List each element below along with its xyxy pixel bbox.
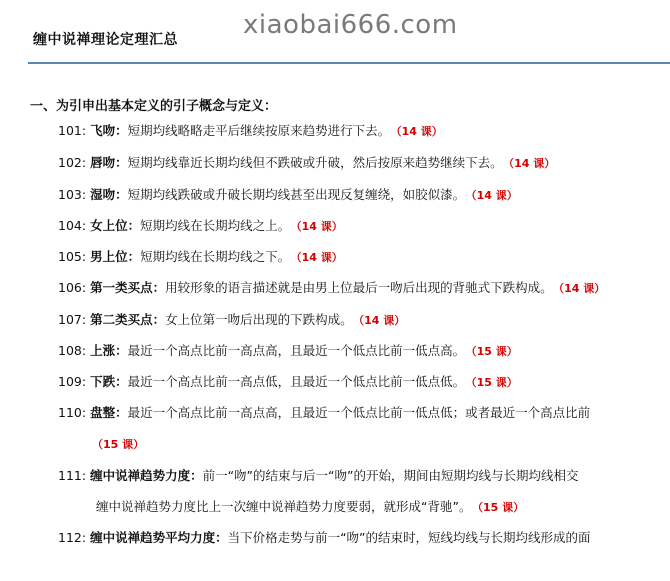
item-text: 短期均线在长期均线之下。: [140, 249, 291, 264]
list-item: [58, 312, 405, 329]
item-term: 男上位：: [90, 249, 141, 264]
item-term: 唇吻：: [90, 155, 128, 170]
item-number: 108:: [58, 343, 87, 358]
list-item: [58, 187, 518, 204]
item-text: 短期均线在长期均线之上。: [140, 218, 291, 233]
item-reference: （14 课）: [296, 220, 343, 233]
list-item: [58, 280, 605, 297]
item-number: 106:: [58, 280, 87, 295]
title-divider: [28, 62, 670, 64]
item-reference: （14 课）: [508, 157, 556, 170]
item-text: 最近一个高点比前一高点高，且最近一个低点比前一低点低；或者最近一个高点比前: [127, 405, 591, 420]
item-term: 第一类买点：: [90, 280, 166, 295]
item-term: 盘整：: [90, 405, 128, 420]
item-number: 109:: [58, 374, 87, 389]
list-item: [58, 218, 343, 235]
item-term: 缠中说禅趋势力度：: [90, 468, 203, 483]
item-text: 最近一个高点比前一高点高，且最近一个低点比前一低点高。: [127, 343, 466, 358]
item-reference: （14 课）: [358, 314, 406, 327]
item-term: 湿吻：: [90, 187, 128, 202]
item-term: 女上位：: [90, 218, 141, 233]
item-reference: （14 课）: [558, 282, 606, 295]
item-reference: （14 课）: [396, 125, 443, 138]
list-item: [58, 468, 578, 484]
item-number: 102:: [58, 155, 87, 170]
list-item: [58, 405, 590, 421]
item-reference: （15 课）: [477, 501, 525, 514]
item-number: 112:: [58, 530, 87, 545]
item-reference: （15 课）: [471, 376, 518, 389]
item-number: 105:: [58, 249, 87, 264]
item-number: 101:: [58, 123, 87, 138]
item-text: 女上位第一吻后出现的下跌构成。: [165, 312, 353, 327]
item-number: 104:: [58, 218, 87, 233]
item-reference: （14 课）: [471, 189, 518, 202]
item-term: 飞吻：: [90, 123, 128, 138]
list-item: [58, 155, 555, 172]
item-reference: （15 课）: [471, 345, 518, 358]
list-item: [58, 343, 518, 360]
item-term: 下跌：: [90, 374, 128, 389]
item-text: 当下价格走势与前一“吻”的结束时，短线均线与长期均线形成的面: [227, 530, 591, 545]
item-number: 107:: [58, 312, 87, 327]
item-text: 短期均线跌破或升破长期均线甚至出现反复缠绕，如胶似漆。: [127, 187, 466, 202]
item-number: 110:: [58, 405, 87, 420]
list-item: [58, 530, 591, 546]
list-item: [58, 123, 443, 140]
item-term: 第二类买点：: [90, 312, 166, 327]
item-term: 上涨：: [90, 343, 128, 358]
item-reference: （14 课）: [296, 251, 343, 264]
item-text: 前一“吻”的结束与后一“吻”的开始，期间由短期均线与长期均线相交: [202, 468, 579, 483]
section-heading: 一、为引申出基本定义的引子概念与定义：: [30, 99, 278, 114]
watermark-text: xiaobai666.com: [243, 10, 458, 40]
item-number: 103:: [58, 187, 87, 202]
item-term: 缠中说禅趋势平均力度：: [90, 530, 228, 545]
item-text: 缠中说禅趋势力度比上一次缠中说禅趋势力度要弱，就形成“背驰”。: [96, 499, 472, 514]
item-text: 用较形象的语言描述就是由男上位最后一吻后出现的背驰式下跌构成。: [165, 280, 553, 295]
item-text: 短期均线略略走平后继续按原来趋势进行下去。: [127, 123, 391, 138]
document-title: 缠中说禅理论定理汇总: [33, 32, 178, 48]
item-reference: （15 课）: [92, 438, 145, 451]
item-text: 最近一个高点比前一高点低，且最近一个低点比前一低点低。: [127, 374, 466, 389]
list-item: [58, 374, 518, 391]
item-number: 111:: [58, 468, 87, 483]
list-item: [58, 249, 343, 266]
item-text: 短期均线靠近长期均线但不跌破或升破，然后按原来趋势继续下去。: [127, 155, 503, 170]
list-item-continuation: [96, 499, 524, 516]
list-item-continuation: [92, 436, 144, 453]
